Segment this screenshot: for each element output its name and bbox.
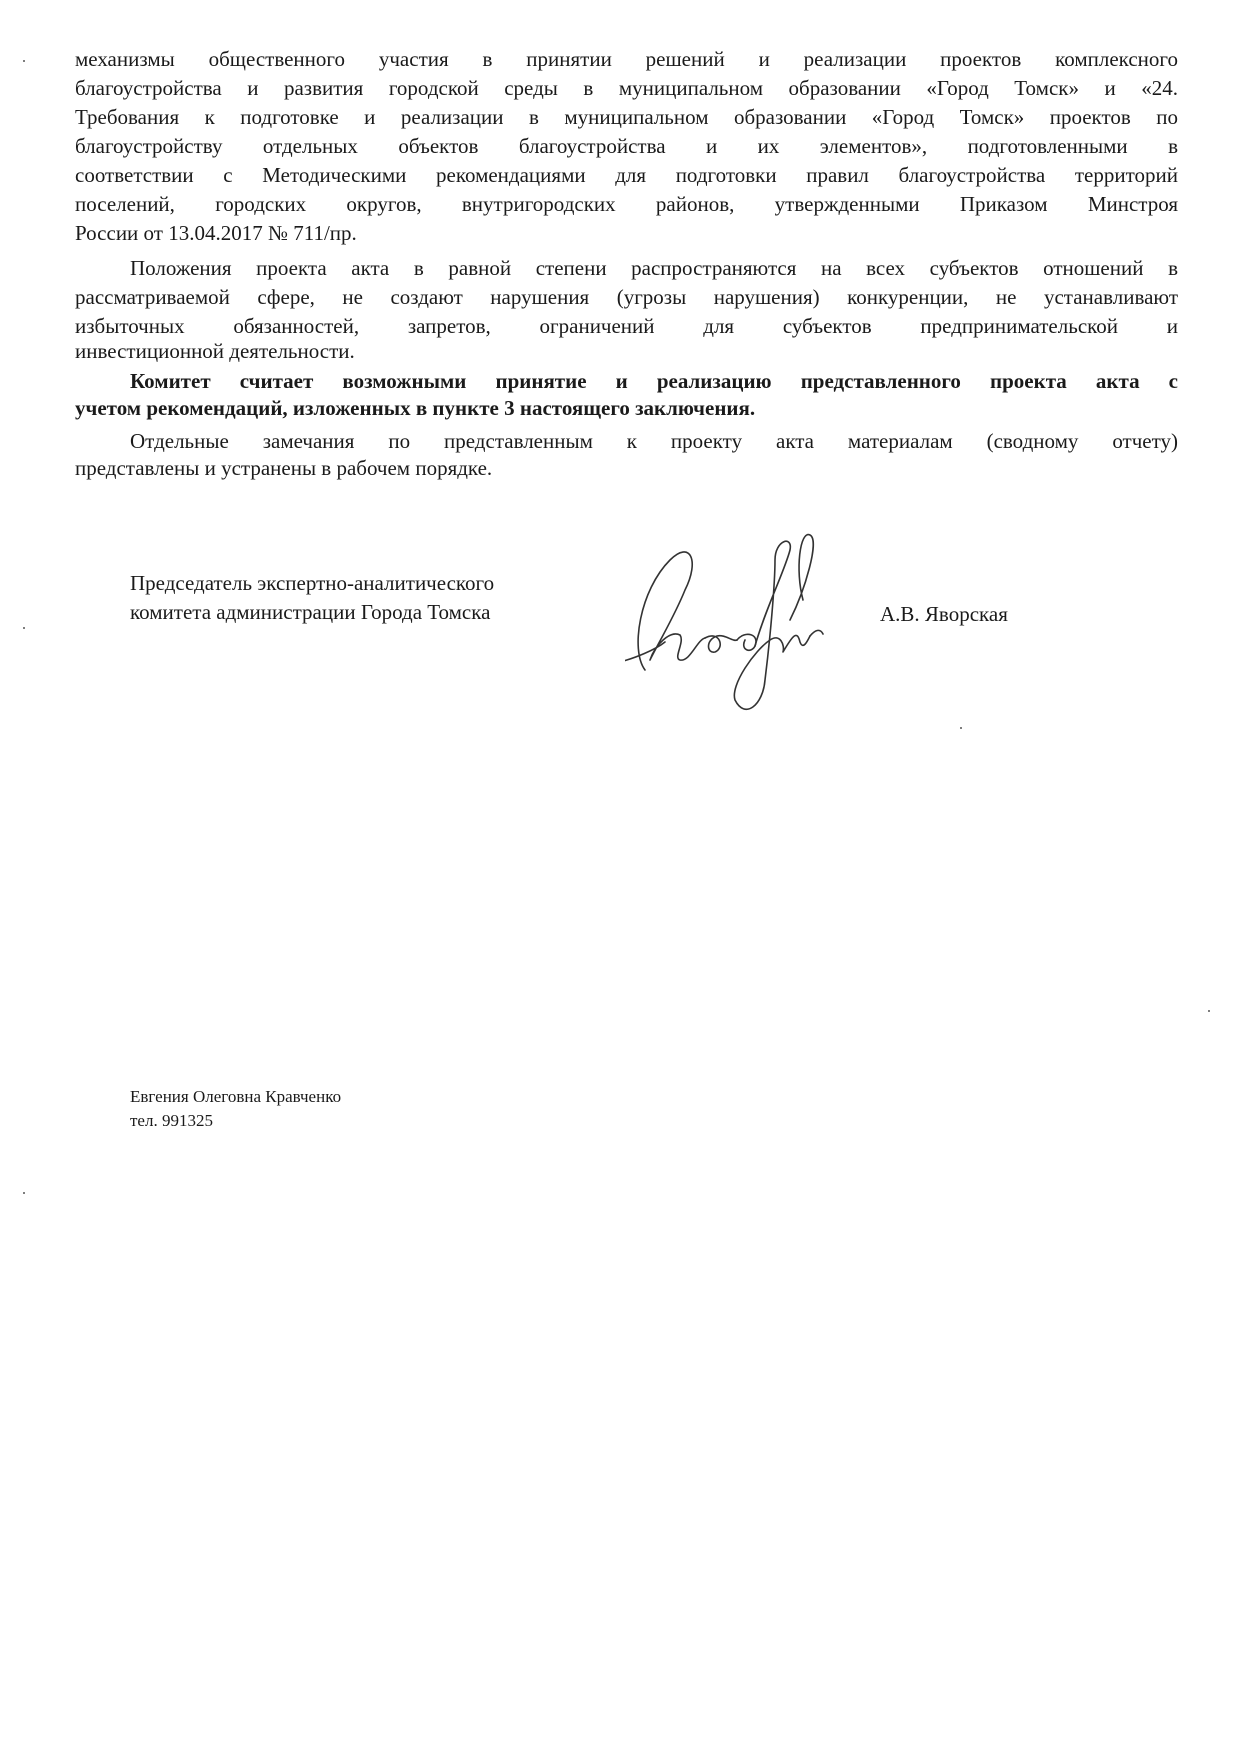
paragraph-2-line: инвестиционной деятельности. [75, 339, 355, 363]
signatory-title-line: комитета администрации Города Томска [130, 600, 491, 624]
scan-speck [23, 1192, 25, 1194]
conclusion-line: Комитет считает возможными принятие и реализацию представленного проекта акта с [130, 369, 1178, 393]
paragraph-1-line: России от 13.04.2017 № 711/пр. [75, 221, 357, 245]
handwritten-signature [625, 530, 885, 730]
scan-speck [23, 627, 25, 629]
signatory-name: А.В. Яворская [880, 602, 1008, 626]
paragraph-1-line: благоустройству отдельных объектов благоустройства и их элементов», подготовленными в [75, 134, 1178, 158]
paragraph-1-line: благоустройства и развития городской среды в муниципальном образовании «Город Томск» и «24. [75, 76, 1178, 100]
paragraph-1-line: механизмы общественного участия в принятии решений и реализации проектов комплексного [75, 47, 1178, 71]
paragraph-2-line: избыточных обязанностей, запретов, ограничений для субъектов предпринимательской и [75, 314, 1178, 338]
scan-speck [960, 727, 962, 729]
paragraph-1-line: поселений, городских округов, внутригородских районов, утвержденными Приказом Минстроя [75, 192, 1178, 216]
paragraph-1-line: соответствии с Методическими рекомендациями для подготовки правил благоустройства территорий [75, 163, 1178, 187]
paragraph-2-line: Положения проекта акта в равной степени распространяются на всех субъектов отношений в [130, 256, 1178, 280]
contact-name: Евгения Олеговна Кравченко [130, 1087, 342, 1106]
contact-phone: тел. 991325 [130, 1111, 213, 1130]
paragraph-2-line: рассматриваемой сфере, не создают нарушения (угрозы нарушения) конкуренции, не устанавливают [75, 285, 1178, 309]
conclusion-line: учетом рекомендаций, изложенных в пункте 3 настоящего заключения. [75, 396, 756, 420]
signatory-title-line: Председатель экспертно-аналитического [130, 571, 495, 595]
scan-speck [23, 60, 25, 62]
scan-speck [1208, 1010, 1210, 1012]
paragraph-4-line: представлены и устранены в рабочем порядке. [75, 456, 493, 480]
paragraph-4-line: Отдельные замечания по представленным к проекту акта материалам (сводному отчету) [130, 429, 1178, 453]
paragraph-1-line: Требования к подготовке и реализации в муниципальном образовании «Город Томск» проектов по [75, 105, 1178, 129]
